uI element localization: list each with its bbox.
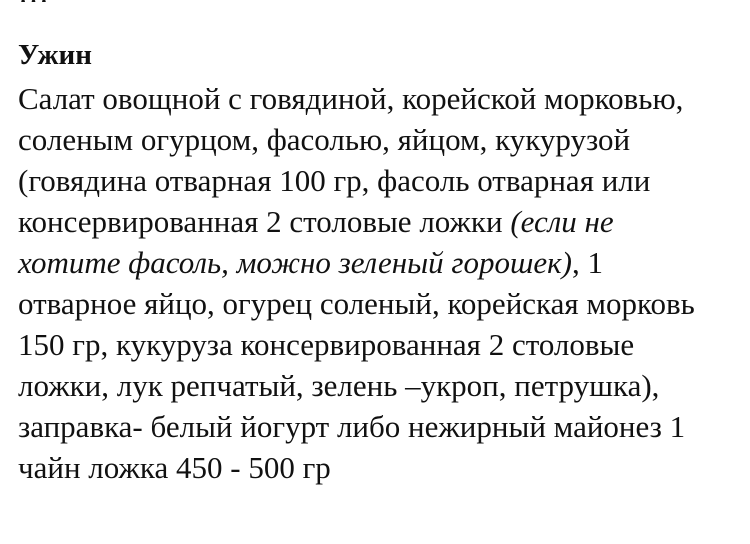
text-line <box>18 406 738 447</box>
text-segment: Салат овощной с говядиной, корейской морковью, <box>18 81 684 116</box>
text-segment: ложки, лук репчатый, зелень –укроп, петрушка), <box>18 368 660 403</box>
text-line <box>18 447 738 488</box>
text-line <box>18 78 738 119</box>
text-line <box>18 365 738 406</box>
text-segment: (говядина отварная 100 гр, фасоль отварная или <box>18 163 651 198</box>
text-segment: , 1 <box>571 245 603 280</box>
text-segment: заправка- белый йогурт либо нежирный майонез 1 <box>18 409 686 444</box>
text-line <box>18 201 738 242</box>
text-segment: отварное яйцо, огурец соленый, корейская морковь <box>18 286 695 321</box>
text-segment: 150 гр, кукуруза консервированная 2 столовые <box>18 327 635 362</box>
text-line <box>18 283 738 324</box>
cut-off-previous-line <box>18 0 718 2</box>
text-segment: чайн ложка 450 - 500 гр <box>18 450 331 485</box>
text-line <box>18 324 738 365</box>
italic-note: (если не <box>510 204 614 239</box>
text-segment: консервированная 2 столовые ложки <box>18 204 511 239</box>
text-segment: соленым огурцом, фасолью, яйцом, кукурузой <box>18 122 631 157</box>
text-line <box>18 119 738 160</box>
section-heading: Ужин <box>18 39 92 71</box>
italic-note: хотите фасоль, можно зеленый горошек) <box>18 245 572 280</box>
recipe-text <box>18 78 738 488</box>
text-line <box>18 160 738 201</box>
text-line <box>18 242 738 283</box>
